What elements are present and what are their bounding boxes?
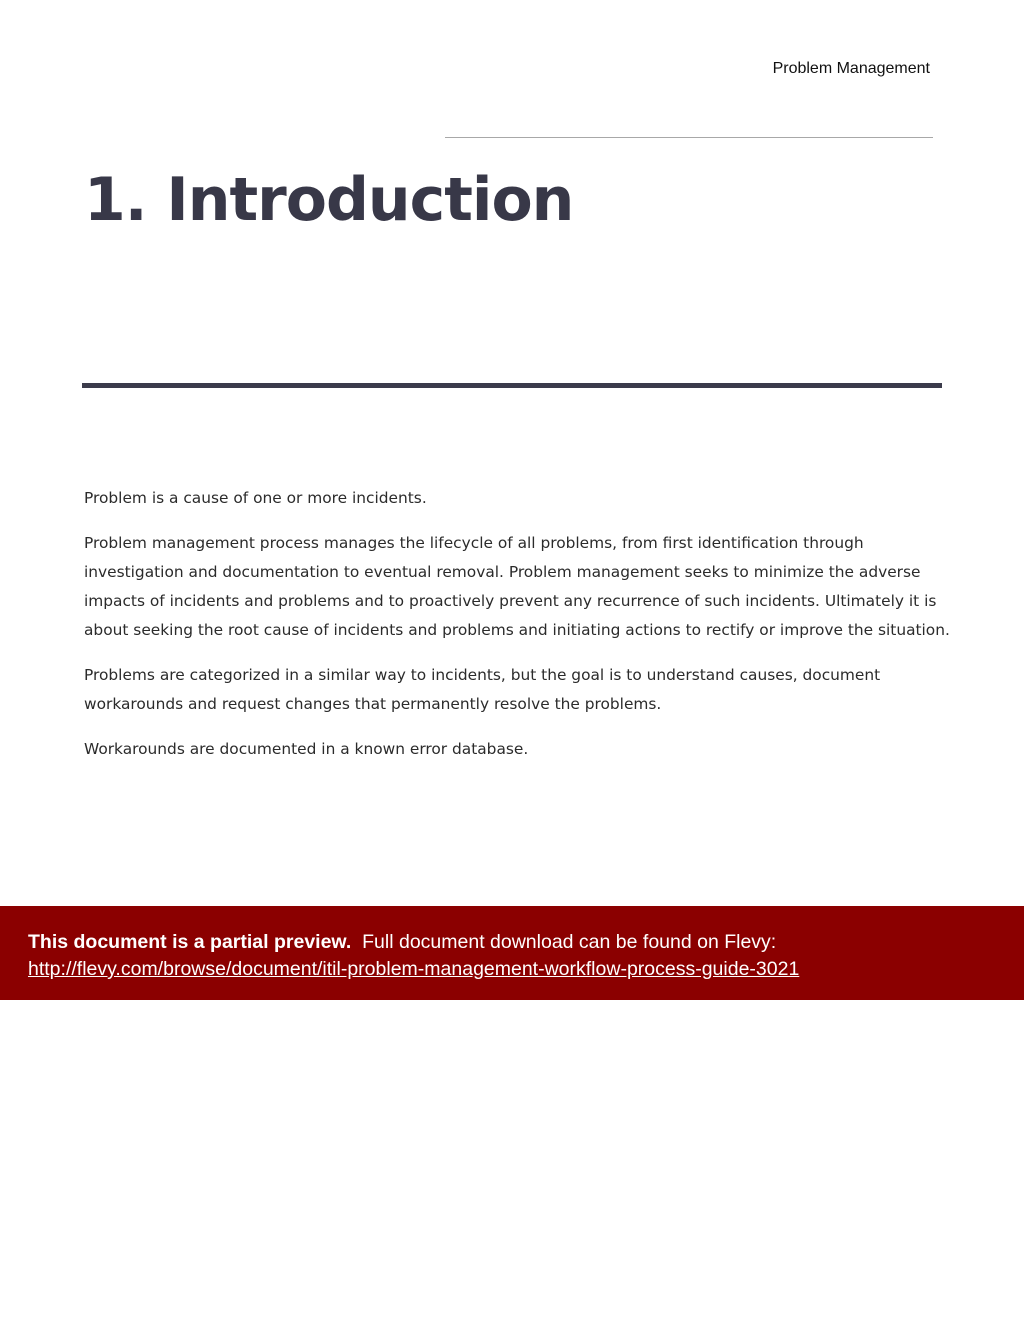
paragraph-3: Problems are categorized in a similar way to incidents, but the goal is to understand causes, document workarounds and request changes that permanently resolve the problems. (84, 666, 881, 713)
preview-banner-line (28, 929, 1024, 956)
paragraph-1: Problem is a cause of one or more incidents. (84, 489, 427, 507)
preview-notice: This document is a partial preview. (28, 931, 352, 953)
paragraph-4: Workarounds are documented in a known error database. (84, 740, 529, 758)
preview-download-text: Full document download can be found on Flevy: (362, 931, 777, 953)
flevy-download-link[interactable]: http://flevy.com/browse/document/itil-problem-management-workflow-process-guide-3021 (28, 958, 800, 980)
body-text (84, 484, 950, 780)
paragraph-2: Problem management process manages the lifecycle of all problems, from first identification through investigation and documentation to eventual removal. Problem management seeks to minimize the adverse impacts of incidents and problems and to proactively prevent any recurrence of such incidents. Ultimately it is about seeking the root cause of incidents and problems and initiating actions to rectify or improve the situation. (84, 534, 950, 639)
preview-banner (0, 906, 1024, 1000)
running-header: Problem Management (772, 60, 930, 77)
chapter-title: 1. Introduction (84, 165, 574, 235)
header-divider (445, 137, 933, 138)
title-divider (82, 383, 942, 388)
